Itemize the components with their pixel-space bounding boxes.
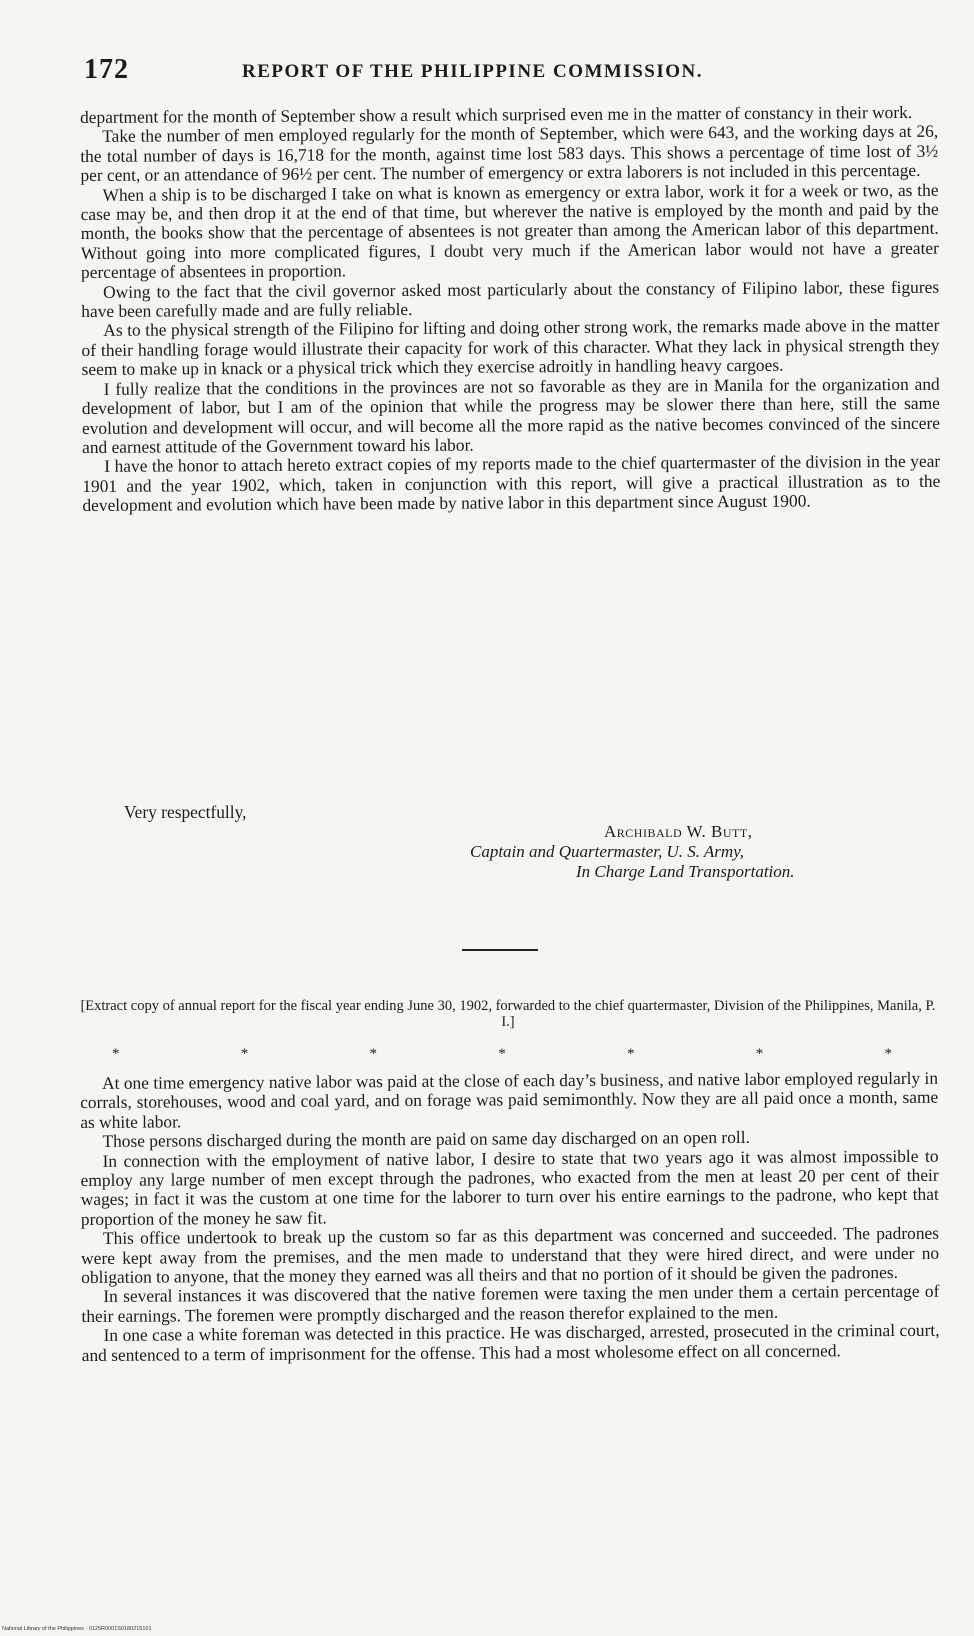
paragraph: department for the month of September show a result which surprised even me in the matter of constancy in their work.: [79, 101, 913, 127]
signatory-title: Captain and Quartermaster, U. S. Army,: [470, 842, 745, 861]
asterisk: *: [755, 1046, 764, 1062]
report-body-section-1: [80, 103, 940, 516]
asterisk: *: [884, 1046, 892, 1062]
paragraph: Take the number of men employed regularly for the month of September, which were 643, and the working days at 26, the total number of days is 16,718 for the month, against time lost 583 days. This shows a percentage of time lost of 3½ per cent, or an attendance of 96½ per cent. The number of emergency or extra laborers is not included in this percentage.: [80, 121, 939, 186]
asterisk: *: [240, 1046, 249, 1062]
paragraph: In one case a white foreman was detected in this practice. He was discharged, arrested, prosecuted in the criminal court, and sentenced to a term of imprisonment for the offense. This had a most wholesome effect on all concerned.: [81, 1320, 940, 1365]
extract-note: [Extract copy of annual report for the fiscal year ending June 30, 1902, forwarded to the chief quartermaster, Division of the Philippines, Manila, P. I.]: [80, 998, 936, 1030]
signature-block: [440, 822, 880, 882]
signatory-office: In Charge Land Transportation.: [576, 862, 795, 881]
paragraph: I fully realize that the conditions in the provinces are not so favorable as they are in Manila for the organization and development of labor, but I am of the opinion that while the progress may be slower there than here, still the same evolution and development will occur, and will become all the more rapid as the native becomes convinced of the sincere and earnest attitude of the Government toward his labor.: [81, 373, 940, 457]
closing-salutation: Very respectfully,: [124, 802, 247, 822]
paragraph: When a ship is to be discharged I take on what is known as emergency or extra labor, work it for a week or two, as the case may be, and then drop it at the end of that time, but wherever the native is employed by the month and paid by the month, the books show that the percentage of absentees is not greater than among the American labor of this department. Without going into more complicated figures, I doubt very much if the American labor would not have a greater percentage of absentees in proportion.: [80, 179, 939, 283]
paragraph: In connection with the employment of native labor, I desire to state that two years ago it was almost impossible to employ any large number of men except through the padrones, who exacted from the men at least 20 per cent of their wages; in fact it was the custom at one time for the laborer to turn over his entire earnings to the padrone, who kept that proportion of the money he saw fit.: [80, 1145, 939, 1229]
page-header: [84, 54, 924, 90]
paragraph: Owing to the fact that the civil governor asked most particularly about the constancy of Filipino labor, these figures have been carefully made and are fully reliable.: [81, 276, 940, 322]
asterisk-row: [112, 1046, 892, 1063]
paragraph: I have the honor to attach hereto extract copies of my reports made to the chief quartermaster of the division in the year 1901 and the year 1902, which, taken in conjunction with this report, will give a practical illustration as to the development and evolution which have been made by native labor in this department since August 1900.: [82, 451, 941, 516]
paragraph: Those persons discharged during the month are paid on same day discharged on an open roll.: [102, 1127, 750, 1152]
paragraph: As to the physical strength of the Filipino for lifting and doing other strong work, the remarks made above in the matter of their handling forage would illustrate their capacity for work of this character. What they lack in physical strength they seem to make up in knack or a physical trick which they exercise adroitly in handling heavy cargoes.: [81, 315, 940, 380]
running-head: REPORT OF THE PHILIPPINE COMMISSION.: [242, 61, 704, 82]
asterisk: *: [369, 1046, 377, 1062]
asterisk: *: [627, 1046, 635, 1062]
page-number: 172: [84, 54, 129, 85]
signatory-name: Archibald W. Butt,: [604, 822, 753, 841]
asterisk: *: [112, 1046, 120, 1062]
scan-credit: National Library of the Philippines · 0125R0001S0180215101: [2, 1626, 152, 1632]
paragraph: At one time emergency native labor was paid at the close of each day’s business, and native labor employed regularly in corrals, storehouses, wood and coal yard, and on forage was paid semimonthly. Now they are all paid once a month, same as white labor.: [80, 1067, 939, 1132]
section-divider: [462, 949, 538, 951]
paragraph: This office undertook to break up the custom so far as this department was concerned and succeeded. The padrones were kept away from the premises, and the men made to understand that they were hired direct, and were under no obligation to anyone, that the money they earned was all theirs and that no portion of it should be given the padrones.: [81, 1223, 940, 1288]
report-body-section-2: [80, 1069, 940, 1365]
paragraph: In several instances it was discovered that the native foremen were taxing the men under them a certain percentage of their earnings. The foremen were promptly discharged and the reason therefor explained to the men.: [81, 1281, 940, 1326]
asterisk: *: [498, 1046, 506, 1062]
